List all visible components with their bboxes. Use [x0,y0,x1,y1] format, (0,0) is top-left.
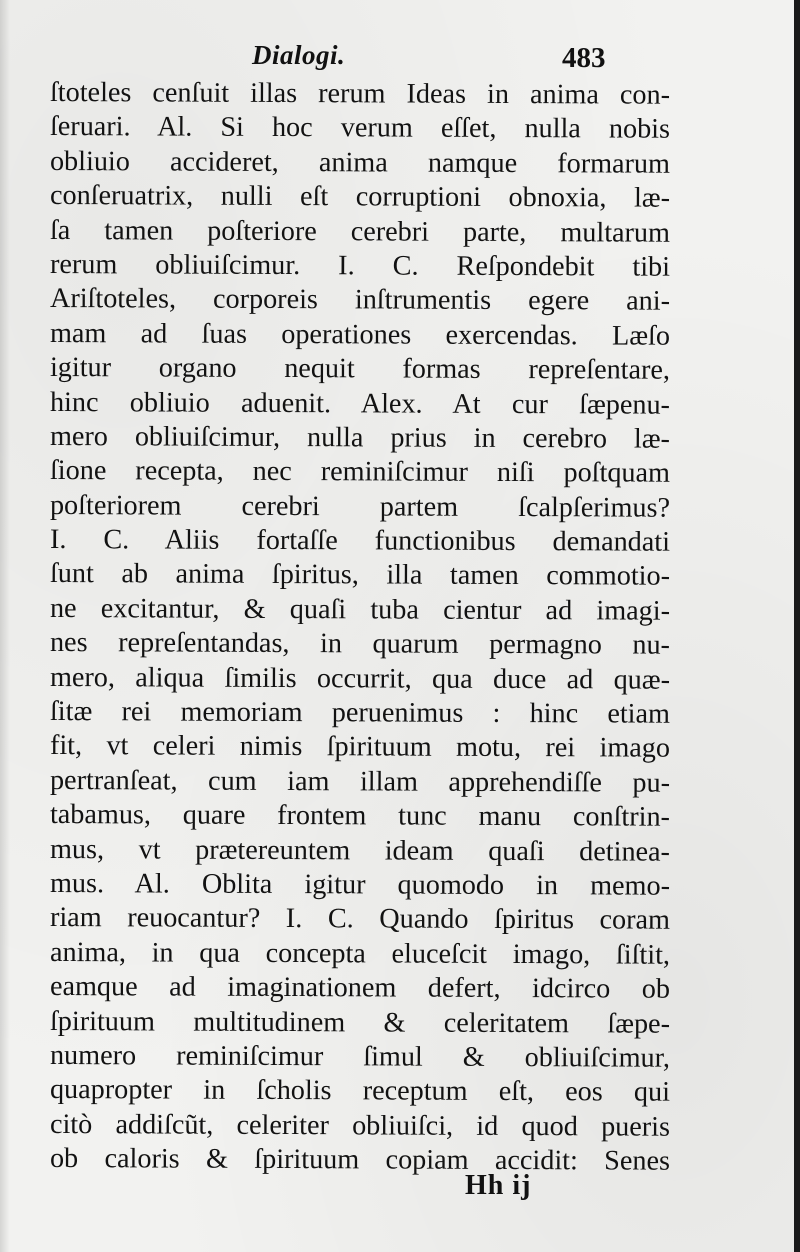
text-line: riam reuocantur? I. C. Quando ſpiritus coram [49,902,671,937]
text-line: ſione recepta, nec reminiſcimur niſi poſtquam [49,455,671,490]
page-footer [0,1170,800,1220]
text-line: numero reminiſcimur ſimul & obliuiſcimur, [49,1039,671,1074]
text-line: anima, in qua concepta eluceſcit imago, ſiſtit, [49,936,671,971]
text-line: ſa tamen poſteriore cerebri parte, multarum [49,214,671,249]
text-line: mus. Al. Oblita igitur quomodo in memo- [49,867,671,902]
body-text [50,76,670,1177]
text-line: Ariſtoteles, corporeis inſtrumentis egere ani- [49,283,671,318]
text-line: obliuio accideret, anima namque formarum [49,145,671,180]
text-line: ſeruari. Al. Si hoc verum eſſet, nulla nobis [49,111,671,146]
text-line: hinc obliuio aduenit. Alex. At cur ſæpenu- [49,386,671,421]
text-line: conſeruatrix, nulli eſt corruptioni obnoxia, læ- [49,180,671,214]
text-line: ſunt ab anima ſpiritus, illa tamen commotio- [49,558,671,593]
text-line: mus, vt prætereuntem ideam quaſi detinea- [49,833,671,868]
text-line: eamque ad imaginationem defert, idcirco ob [49,971,671,1005]
text-line: ſitæ rei memoriam peruenimus : hinc etiam [49,696,671,730]
text-line: rerum obliuiſcimur. I. C. Reſpondebit tibi [49,248,671,283]
text-line: igitur organo nequit formas repreſentare, [49,352,671,386]
text-line: ſtoteles cenſuit illas rerum Ideas in anima con- [49,77,671,111]
text-line: I. C. Aliis fortaſſe functionibus demandati [49,524,671,558]
text-line: quapropter in ſcholis receptum eſt, eos qui [49,1074,671,1109]
text-line: citò addiſcũt, celeriter obliuiſci, id quod pueris [49,1108,671,1143]
signature-mark: Hh ij [465,1170,532,1201]
text-line: fit, vt celeri nimis ſpirituum motu, rei imago [49,730,671,765]
text-line: nes repreſentandas, in quarum permagno nu- [49,627,671,661]
text-line: ſpirituum multitudinem & celeritatem ſæpe- [49,1005,671,1040]
page-number: 483 [562,42,606,74]
text-line: tabamus, quare frontem tunc manu conſtrin- [49,799,671,833]
text-line: ob caloris & ſpirituum copiam accidit: Senes [49,1143,671,1177]
text-line: pertranſeat, cum iam illam apprehendiſſe pu- [49,764,671,799]
page-header [0,30,800,82]
text-line: mero obliuiſcimur, nulla prius in cerebro læ- [49,420,671,455]
text-line: mero, aliqua ſimilis occurrit, qua duce ad quæ- [49,661,671,696]
running-head: Dialogi. [252,40,346,70]
text-line: ne excitantur, & quaſi tuba cientur ad imagi- [49,592,671,627]
text-line: mam ad ſuas operationes exercendas. Læſo [49,317,671,352]
text-line: poſteriorem cerebri partem ſcalpſerimus? [49,489,671,524]
